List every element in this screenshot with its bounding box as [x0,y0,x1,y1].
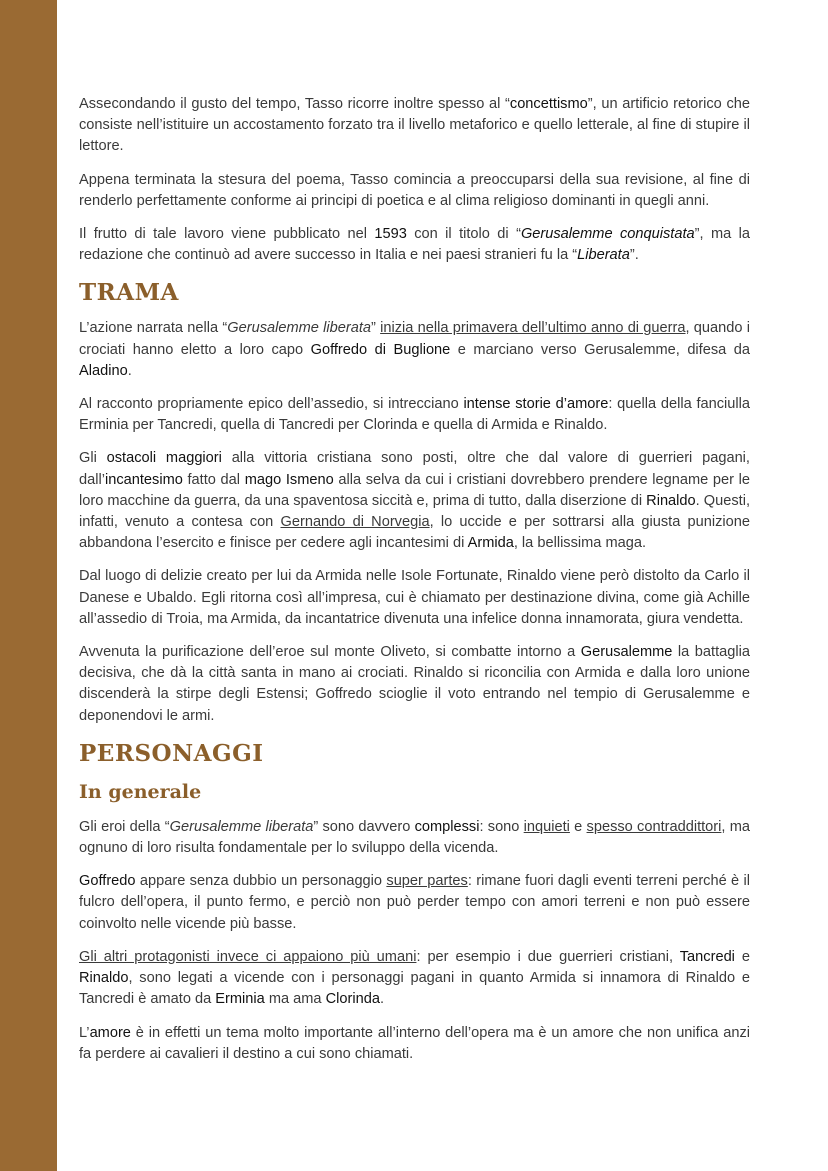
heading-trama: TRAMA [79,279,179,307]
keyword-mago-ismeno: mago Ismeno [244,471,334,488]
underlined-gernando: Gernando di Norvegia [280,514,430,531]
underlined-inquieti: inquieti [523,818,570,835]
keyword-armida: Armida [467,535,514,552]
paragraph-personaggi-2: Goffredo appare senza dubbio un personaggio super partes: rimane fuori dagli eventi terreni perché è il fulcro dell’opera, il punto fermo, e perciò non può perder tempo con amori terreni e non può essere coinvolto nelle vicende più basse. [79,873,750,932]
keyword-rinaldo: Rinaldo [646,492,696,509]
paragraph-trama-5: Avvenuta la purificazione dell’eroe sul monte Oliveto, si combatte intorno a Gerusalemme la battaglia decisiva, che dà la città santa in mano ai crociati. Rinaldo si riconcilia con Armida e dalla loro unione discenderà la stirpe degli Estensi; Goffredo scioglie il voto entrando nel tempio di Gerusalemme e deponendovi le armi. [79,644,750,724]
paragraph-personaggi-4: L’amore è in effetti un tema molto importante all’interno dell’opera ma è un amore che non unifica anzi fa perdere ai cavalieri il destino a cui sono chiamati. [79,1024,750,1062]
paragraph-revisione: Appena terminata la stesura del poema, Tasso comincia a preoccuparsi della sua revisione, al fine di renderlo perfettamente conforme ai principi di poetica e al clima religioso dominanti in quegli anni. [79,171,750,209]
side-accent-bar [0,0,57,1171]
keyword-incantesimo: incantesimo [104,471,183,488]
keyword-gerusalemme: Gerusalemme [580,644,673,661]
paragraph-trama-1: L’azione narrata nella “Gerusalemme liberata” inizia nella primavera dell’ultimo anno di guerra, quando i crociati hanno eletto a loro capo Goffredo di Buglione e marciano verso Gerusalemme, difesa da Aladino. [79,320,750,379]
keyword-complessi: complessi [414,818,480,835]
keyword-concettismo: concettismo [509,96,588,112]
underlined-super-partes: super partes [386,873,468,890]
underlined-primavera: inizia nella primavera dell’ultimo anno di guerra [380,320,686,337]
keyword-rinaldo-2: Rinaldo [79,970,129,987]
keyword-erminia: Erminia [215,991,265,1008]
paragraph-trama-4: Dal luogo di delizie creato per lui da Armida nelle Isole Fortunate, Rinaldo viene però distolto da Carlo il Danese e Ubaldo. Egli ritorna così all’impresa, cui è chiamato per destinazione divina, come già Achille all’assedio di Troia, ma Armida, da incantatrice divenuta una infelice donna innamorata, giura vendetta. [79,568,750,627]
keyword-goffredo-di-buglione: Goffredo di Buglione [310,341,451,358]
paragraph-trama-3: Gli ostacoli maggiori alla vittoria cristiana sono posti, oltre che dal valore di guerrieri pagani, dall’incantesimo fatto dal mago Ismeno alla selva da cui i cristiani dovrebbero prendere legname per le loro macchine da guerra, da una spaventosa siccità e, prima di tutto, dalla diserzione di Rinaldo. Questi, infatti, venuto a contesa con Gernando di Norvegia, lo uccide e per sottrarsi alla giusta punizione abbandona l’esercito e finisce per cedere agli incantesimi di Armida, la bellissima maga. [79,450,751,552]
keyword-1593: 1593 [374,226,407,243]
paragraph-concettismo: Assecondando il gusto del tempo, Tasso ricorre inoltre spesso al “concettismo”, un artificio retorico che consiste nell’istituire un accostamento forzato tra il livello metaforico e quello letterale, al fine di stupire il lettore. [79,96,750,155]
keyword-ostacoli: ostacoli maggiori [106,450,222,467]
paragraph-personaggi-3: Gli altri protagonisti invece ci appaiono più umani: per esempio i due guerrieri cristiani, Tancredi e Rinaldo, sono legati a vicende con i personaggi pagani in quanto Armida si innamora di Rinaldo e Tancredi è amato da Erminia ma ama Clorinda. [79,948,751,1008]
subheading-in-generale: In generale [79,780,202,803]
keyword-amore: amore [89,1024,131,1041]
heading-personaggi: PERSONAGGI [79,739,264,767]
keyword-tancredi: Tancredi [679,948,735,965]
paragraph-personaggi-1: Gli eroi della “Gerusalemme liberata” sono davvero complessi: sono inquieti e spesso contraddittori, ma ognuno di loro risulta fondamentale per lo sviluppo della vicenda. [79,818,750,857]
document-body [79,94,750,1077]
paragraph-trama-2: Al racconto propriamente epico dell’assedio, si intrecciano intense storie d’amore: quella della fanciulla Erminia per Tancredi, quella di Tancredi per Clorinda e quella di Armida e Rinaldo. [79,396,750,434]
paragraph-conquistata: Il frutto di tale lavoro viene pubblicato nel 1593 con il titolo di “Gerusalemme conquistata”, ma la redazione che continuò ad avere successo in Italia e nei paesi stranieri fu la “Liberata”. [79,226,751,264]
title-liberata: Liberata [577,247,630,264]
keyword-aladino: Aladino [79,362,128,379]
keyword-goffredo: Goffredo [79,873,136,890]
underlined-contraddittori: spesso contraddittori [586,818,722,835]
keyword-clorinda: Clorinda [325,991,380,1008]
underlined-altri-protagonisti: Gli altri protagonisti invece ci appaiono più umani [79,948,417,965]
keyword-storie-amore: intense storie d’amore [463,396,609,413]
title-gerusalemme-conquistata: Gerusalemme conquistata [520,226,695,243]
